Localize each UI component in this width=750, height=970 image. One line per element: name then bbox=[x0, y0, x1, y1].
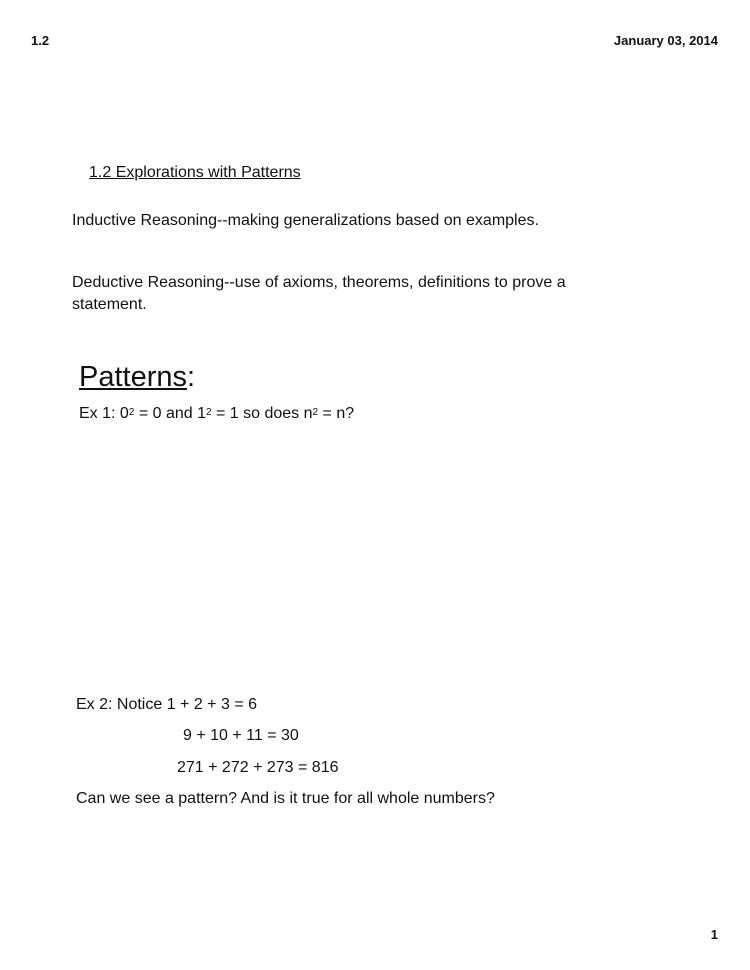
patterns-heading-colon: : bbox=[187, 361, 196, 393]
example-2-question: Can we see a pattern? And is it true for all whole numbers? bbox=[76, 790, 495, 807]
ex1-superscript-1: 2 bbox=[128, 407, 135, 418]
example-1 bbox=[79, 403, 354, 424]
example-2-line2: 9 + 10 + 11 = 30 bbox=[183, 727, 299, 744]
ex1-superscript-2: 2 bbox=[206, 407, 212, 418]
ex1-mid-2: = 1 so does n bbox=[211, 405, 313, 422]
inductive-definition: Inductive Reasoning--making generalizations based on examples. bbox=[72, 212, 539, 229]
ex1-end: = n? bbox=[318, 405, 355, 422]
patterns-heading-text: Patterns bbox=[79, 361, 187, 393]
ex1-mid-1: = 0 and 1 bbox=[134, 405, 206, 422]
example-2-line3: 271 + 272 + 273 = 816 bbox=[177, 759, 339, 776]
deductive-definition-line1: Deductive Reasoning--use of axioms, theorems, definitions to prove a bbox=[72, 274, 566, 291]
patterns-heading bbox=[79, 359, 195, 395]
ex1-superscript-3: 2 bbox=[312, 407, 319, 418]
header-date: January 03, 2014 bbox=[613, 33, 718, 48]
example-2-label: Ex 2: Notice 1 + 2 + 3 = 6 bbox=[76, 696, 257, 713]
ex1-prefix: Ex 1: 0 bbox=[79, 405, 129, 422]
page-number: 1 bbox=[710, 927, 718, 942]
page-title: 1.2 Explorations with Patterns bbox=[89, 164, 301, 181]
deductive-definition-line2: statement. bbox=[72, 296, 147, 313]
header-section: 1.2 bbox=[31, 33, 50, 48]
